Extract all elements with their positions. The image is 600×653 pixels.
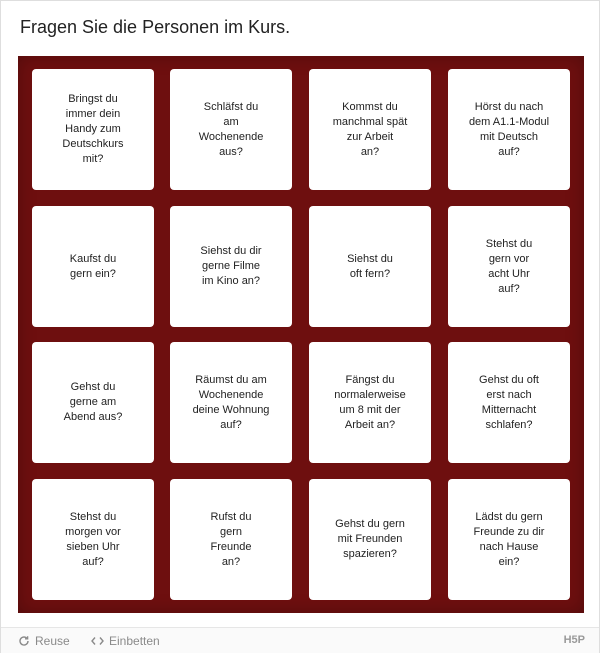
card[interactable] [32, 479, 154, 600]
card-text: Fängst du normalerweise um 8 mit der Arbeit an? [334, 373, 406, 431]
card-text: Schläfst du am Wochenende aus? [198, 100, 264, 158]
card[interactable] [32, 342, 154, 463]
card-text: Kaufst du gern ein? [69, 252, 117, 280]
embed-code-icon [91, 636, 104, 646]
embed-label: Einbetten [109, 634, 160, 648]
card-text: Siehst du dir gerne Filme im Kino an? [200, 245, 262, 287]
card[interactable] [309, 69, 431, 190]
card[interactable] [32, 69, 154, 190]
card-text: Stehst du gern vor acht Uhr auf? [485, 237, 533, 295]
reuse-button[interactable] [18, 634, 70, 648]
card[interactable] [170, 206, 292, 327]
card-text: Stehst du morgen vor sieben Uhr auf? [65, 510, 121, 568]
card[interactable] [309, 206, 431, 327]
card[interactable] [170, 479, 292, 600]
card-text: Gehst du oft erst nach Mitternacht schlafen? [479, 373, 539, 431]
card-text: Räumst du am Wochenende deine Wohnung auf? [192, 373, 270, 431]
card[interactable] [170, 342, 292, 463]
page-title: Fragen Sie die Personen im Kurs. [20, 17, 291, 37]
embed-button[interactable] [91, 634, 160, 648]
card-text: Gehst du gerne am Abend aus? [63, 381, 123, 423]
card[interactable] [448, 206, 570, 327]
h5p-logo[interactable]: H5P [563, 634, 585, 646]
reuse-label: Reuse [35, 634, 70, 648]
card[interactable] [448, 479, 570, 600]
card[interactable] [448, 342, 570, 463]
card[interactable] [32, 206, 154, 327]
card[interactable] [170, 69, 292, 190]
card-board [18, 56, 584, 613]
card-text: Rufst du gern Freunde an? [210, 510, 252, 568]
card[interactable] [309, 479, 431, 600]
card[interactable] [309, 342, 431, 463]
card[interactable] [448, 69, 570, 190]
card-text: Hörst du nach dem A1.1-Modul mit Deutsch auf? [468, 100, 550, 158]
card-text: Gehst du gern mit Freunden spazieren? [335, 518, 405, 560]
card-text: Siehst du oft fern? [347, 252, 393, 280]
reuse-icon [18, 635, 30, 647]
card-text: Lädst du gern Freunde zu dir nach Hause ein? [473, 510, 545, 568]
card-text: Bringst du immer dein Handy zum Deutschkurs mit? [62, 93, 124, 165]
card-text: Kommst du manchmal spät zur Arbeit an? [332, 100, 408, 158]
h5p-actions-bar [1, 627, 599, 653]
